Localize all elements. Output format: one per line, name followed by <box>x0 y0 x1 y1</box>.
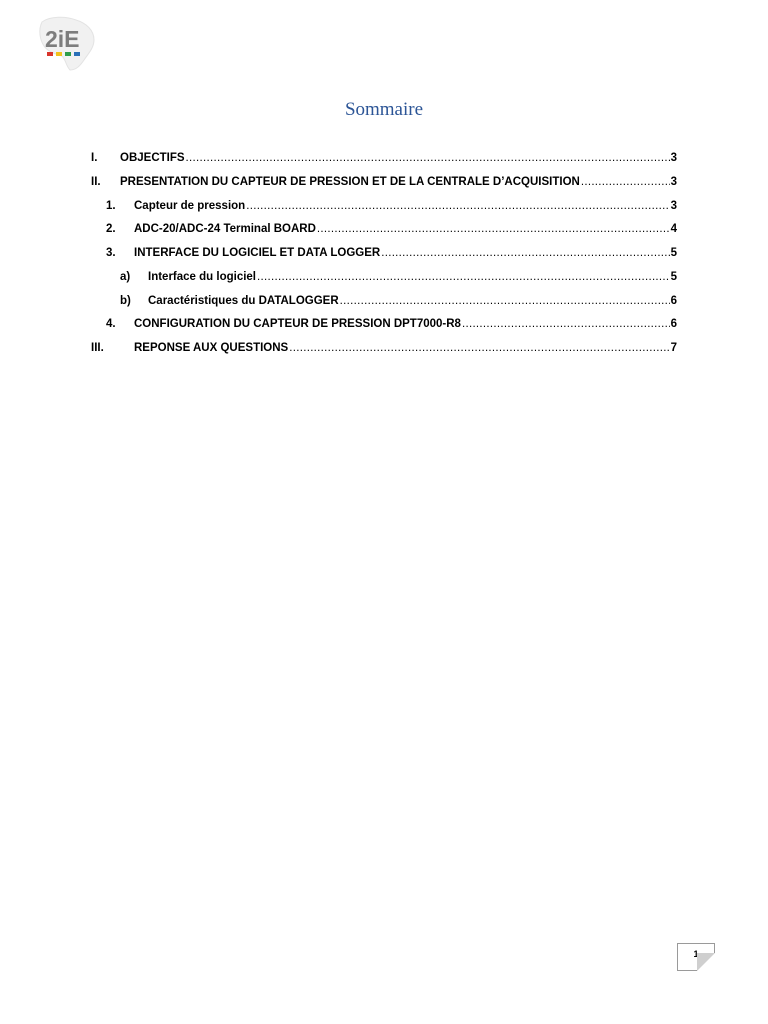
toc-label: OBJECTIFS <box>120 152 185 164</box>
logo-text: 2iE <box>45 26 80 52</box>
toc-page: 4 <box>670 223 677 235</box>
toc-entry[interactable] <box>106 318 677 334</box>
toc-page: 7 <box>670 342 677 354</box>
toc-leader-dots <box>340 295 670 307</box>
toc-label: INTERFACE DU LOGICIEL ET DATA LOGGER <box>134 247 381 259</box>
toc-page: 6 <box>670 295 677 307</box>
toc-number: II. <box>91 176 101 188</box>
toc-label: Caractéristiques du DATALOGGER <box>148 295 339 307</box>
toc-number: 4. <box>106 318 116 330</box>
toc-number: 2. <box>106 223 116 235</box>
page-title: Sommaire <box>344 99 424 120</box>
toc-page: 3 <box>670 200 677 212</box>
2ie-logo-icon <box>36 14 98 72</box>
toc-entry[interactable] <box>120 295 677 311</box>
toc-label: ADC-20/ADC-24 Terminal BOARD <box>134 223 316 235</box>
toc-label: PRESENTATION DU CAPTEUR DE PRESSION ET DE LA CENTRALE D’ACQUISITION <box>120 176 580 188</box>
toc-number: a) <box>120 271 131 283</box>
toc-entry[interactable] <box>106 223 677 239</box>
toc-leader-dots <box>381 247 669 259</box>
toc-leader-dots <box>289 342 669 354</box>
toc-entry[interactable] <box>106 247 677 263</box>
page-number: 1 <box>693 949 699 959</box>
toc-entry[interactable] <box>91 342 677 358</box>
toc-label: REPONSE AUX QUESTIONS <box>134 342 289 354</box>
toc-number: I. <box>91 152 98 164</box>
toc-entry[interactable] <box>91 152 677 168</box>
toc-number: b) <box>120 295 131 307</box>
toc-number: 3. <box>106 247 116 259</box>
toc-leader-dots <box>186 152 670 164</box>
toc-page: 6 <box>670 318 677 330</box>
toc-leader-dots <box>317 223 670 235</box>
toc-entry[interactable] <box>106 200 677 216</box>
toc-page: 3 <box>670 176 677 188</box>
toc-entry[interactable] <box>91 176 677 192</box>
toc-leader-dots <box>246 200 669 212</box>
toc-page: 5 <box>670 271 677 283</box>
toc-leader-dots <box>581 176 670 188</box>
toc-label: Capteur de pression <box>134 200 246 212</box>
toc-page: 3 <box>670 152 677 164</box>
logo <box>36 14 98 72</box>
folded-corner-icon <box>697 953 715 971</box>
toc-label: CONFIGURATION DU CAPTEUR DE PRESSION DPT7000-R8 <box>134 318 461 330</box>
toc-number: III. <box>91 342 104 354</box>
toc-number: 1. <box>106 200 116 212</box>
toc-label: Interface du logiciel <box>148 271 256 283</box>
toc-entry[interactable] <box>120 271 677 287</box>
toc-page: 5 <box>670 247 677 259</box>
toc-leader-dots <box>462 318 670 330</box>
toc-leader-dots <box>257 271 670 283</box>
page-number-box <box>677 943 715 971</box>
